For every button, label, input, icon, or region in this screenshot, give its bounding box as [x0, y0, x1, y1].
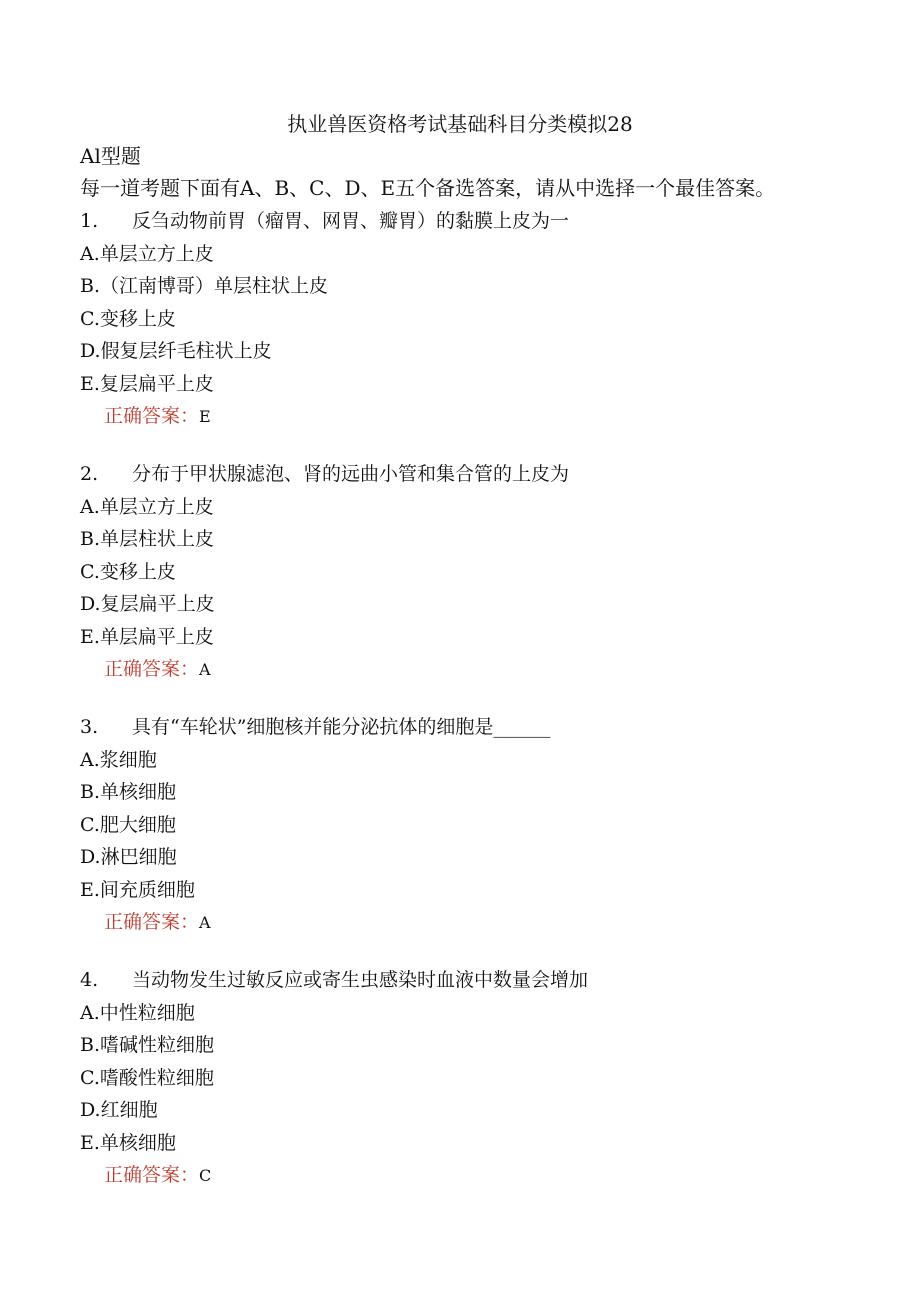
question-number: 2. [80, 463, 99, 485]
option-d: D.红细胞 [80, 1099, 158, 1121]
question-text: 分布于甲状腺滤泡、肾的远曲小管和集合管的上皮为 [132, 463, 570, 485]
question-stem [80, 711, 880, 744]
section-instruction: 每一道考题下面有A、B、C、D、E五个备选答案，请从中选择一个最佳答案。 [80, 176, 776, 200]
option-b: B.嗜碱性粒细胞 [80, 1034, 215, 1056]
option-c: C.肥大细胞 [80, 813, 176, 836]
option-e: E.复层扁平上皮 [80, 372, 214, 395]
option-e: E.间充质细胞 [80, 878, 195, 901]
correct-answer [80, 653, 880, 686]
option-d: D.淋巴细胞 [80, 846, 177, 868]
question-1 [80, 205, 880, 433]
correct-answer [80, 1159, 880, 1192]
answer-label: 正确答案： [104, 911, 200, 933]
option-e: E.单核细胞 [80, 1131, 176, 1154]
answer-value: A [199, 660, 211, 679]
question-text: 当动物发生过敏反应或寄生虫感染时血液中数量会增加 [132, 969, 589, 991]
document-title: 执业兽医资格考试基础科目分类模拟28 [287, 112, 633, 136]
question-number: 3. [80, 716, 99, 738]
section-type: Al型题 [80, 144, 141, 168]
option-a: A.中性粒细胞 [80, 1001, 195, 1024]
question-number: 1. [80, 210, 99, 232]
question-number: 4. [80, 969, 99, 991]
question-3 [80, 711, 880, 939]
option-b: B.（江南博哥）单层柱状上皮 [80, 275, 329, 297]
answer-value: A [199, 913, 211, 932]
question-4 [80, 964, 880, 1192]
answer-label: 正确答案： [104, 658, 200, 680]
correct-answer [80, 906, 880, 939]
question-text: 具有“车轮状”细胞核并能分泌抗体的细胞是______ [132, 716, 551, 738]
question-stem [80, 458, 880, 491]
answer-label: 正确答案： [104, 405, 200, 427]
answer-value: E [199, 407, 211, 426]
option-a: A.单层立方上皮 [80, 242, 214, 265]
question-stem [80, 205, 880, 238]
option-c: C.变移上皮 [80, 560, 176, 583]
option-c: C.嗜酸性粒细胞 [80, 1066, 214, 1089]
option-a: A.浆细胞 [80, 748, 157, 771]
option-d: D.复层扁平上皮 [80, 593, 215, 615]
option-d: D.假复层纤毛柱状上皮 [80, 340, 272, 362]
answer-label: 正确答案： [104, 1164, 200, 1186]
option-c: C.变移上皮 [80, 307, 176, 330]
question-2 [80, 458, 880, 686]
option-b: B.单层柱状上皮 [80, 528, 215, 550]
question-text: 反刍动物前胃（瘤胃、网胃、瓣胃）的黏膜上皮为一 [132, 210, 570, 232]
question-stem [80, 964, 880, 997]
option-e: E.单层扁平上皮 [80, 625, 214, 648]
correct-answer [80, 400, 880, 433]
option-a: A.单层立方上皮 [80, 495, 214, 518]
answer-value: C [199, 1166, 212, 1185]
option-b: B.单核细胞 [80, 781, 177, 803]
